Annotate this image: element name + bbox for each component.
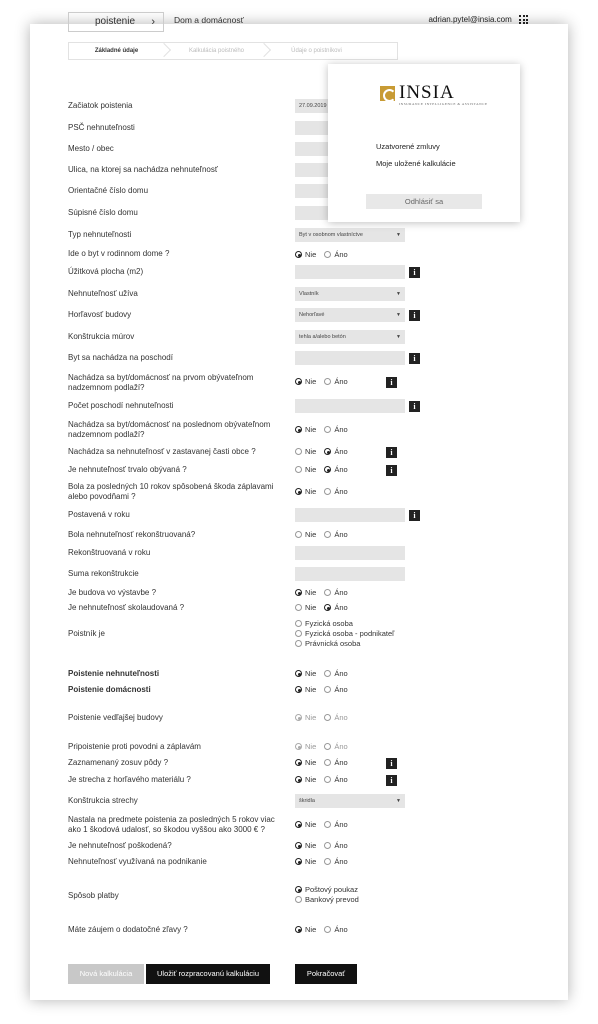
- roof-construction-select[interactable]: [295, 794, 405, 808]
- label: Úžitková plocha (m2): [68, 267, 144, 276]
- radio-ano[interactable]: Áno: [324, 425, 347, 434]
- label: Nachádza sa byt/domácnosť na prvom obývateľnom nadzemnom podlaží?: [68, 373, 254, 392]
- label: Poistenie domácnosti: [68, 685, 151, 694]
- label: Byt sa nachádza na poschodí: [68, 353, 173, 362]
- radio-ano[interactable]: Áno: [324, 925, 347, 934]
- radio-nie[interactable]: Nie: [295, 857, 316, 866]
- radio-group: [295, 820, 354, 830]
- floor-input[interactable]: [295, 351, 405, 365]
- info-icon[interactable]: i: [386, 377, 397, 388]
- label: Bola nehnuteľnosť rekonštruovaná?: [68, 530, 196, 539]
- radio-group: [295, 713, 354, 723]
- floors-count-input[interactable]: [295, 399, 405, 413]
- radio-nie[interactable]: Nie: [295, 713, 316, 722]
- radio-ano[interactable]: Áno: [324, 775, 347, 784]
- label: Bola za posledných 10 rokov spôsobená škoda záplavami alebo povodňami ?: [68, 482, 274, 501]
- radio-nie[interactable]: Nie: [295, 377, 316, 386]
- radio-ano[interactable]: Áno: [324, 250, 347, 259]
- dropdown-arrow-icon: ▼: [396, 798, 401, 804]
- radio-ano[interactable]: Áno: [324, 841, 347, 850]
- built-year-input[interactable]: [295, 508, 405, 522]
- flammability-select[interactable]: [295, 308, 405, 322]
- radio-group: [295, 425, 354, 435]
- label: Postavená v roku: [68, 510, 130, 519]
- select-value: tehla a/alebo betón: [299, 334, 346, 340]
- label: Nachádza sa byt/domácnosť na poslednom obývateľnom nadzemnom podlaží?: [68, 420, 271, 439]
- radio-ano[interactable]: Áno: [324, 588, 347, 597]
- radio-nie[interactable]: Nie: [295, 487, 316, 496]
- label: Typ nehnuteľnosti: [68, 230, 132, 239]
- radio-nie[interactable]: Nie: [295, 603, 316, 612]
- user-select[interactable]: [295, 287, 405, 301]
- radio-ano[interactable]: Áno: [324, 857, 347, 866]
- info-icon[interactable]: i: [409, 510, 420, 521]
- breadcrumb: Dom a domácnosť: [174, 15, 244, 25]
- label: Máte záujem o dodatočné zľavy ?: [68, 925, 188, 934]
- row-typ: [68, 230, 528, 244]
- label: Poistenie nehnuteľnosti: [68, 669, 160, 678]
- info-icon[interactable]: i: [409, 267, 420, 278]
- radio-postovy-poukaz[interactable]: Poštový poukaz: [295, 885, 359, 894]
- start-date-input[interactable]: 27.09.2019: [295, 99, 405, 113]
- radio-ano[interactable]: Áno: [324, 713, 347, 722]
- radio-ano[interactable]: Áno: [324, 447, 347, 456]
- dropdown-arrow-icon: ▼: [396, 334, 401, 340]
- chevron-right-icon: ›: [151, 16, 155, 28]
- radio-ano[interactable]: Áno: [324, 742, 347, 751]
- radio-fyzicka-osoba[interactable]: Fyzická osoba: [295, 619, 394, 628]
- radio-group: [295, 377, 354, 387]
- radio-nie[interactable]: Nie: [295, 820, 316, 829]
- label: Zaznamenaný zosuv pôdy ?: [68, 758, 169, 767]
- label: Pripoistenie proti povodni a záplavám: [68, 742, 201, 751]
- radio-group: [295, 775, 354, 785]
- label: Nehnuteľnosť využívaná na podnikanie: [68, 857, 207, 866]
- radio-ano[interactable]: Áno: [324, 603, 347, 612]
- radio-bankovy-prevod[interactable]: Bankový prevod: [295, 895, 359, 904]
- select-value: Vlastník: [299, 291, 319, 297]
- radio-nie[interactable]: Nie: [295, 742, 316, 751]
- label: Ide o byt v rodinnom dome ?: [68, 249, 170, 258]
- dropdown-arrow-icon: ▼: [396, 291, 401, 297]
- radio-group: [295, 487, 354, 497]
- radio-group: [295, 685, 354, 695]
- logo-subtitle: INSURANCE INTELLIGENCE & ASSISTANCE: [399, 102, 488, 106]
- policyholder-radio-group: [295, 619, 400, 649]
- radio-group: [295, 588, 354, 598]
- info-icon[interactable]: i: [386, 465, 397, 476]
- radio-nie[interactable]: Nie: [295, 669, 316, 678]
- radio-group: [295, 925, 354, 935]
- radio-nie[interactable]: Nie: [295, 447, 316, 456]
- label: Nastala na predmete poistenia za posledných 5 rokov viac ako 1 škodová udalosť, so škodou vyššou ako 3000 € ?: [68, 815, 275, 834]
- radio-group: [295, 250, 354, 260]
- product-label: poistenie: [95, 16, 136, 27]
- radio-group: [295, 603, 354, 613]
- label: Je strecha z horľavého materiálu ?: [68, 775, 191, 784]
- radio-group: [295, 758, 354, 768]
- radio-nie[interactable]: Nie: [295, 841, 316, 850]
- reconstruction-sum-input[interactable]: [295, 567, 405, 581]
- label: Rekonštruovaná v roku: [68, 548, 151, 557]
- radio-nie[interactable]: Nie: [295, 775, 316, 784]
- label: Nehnuteľnosť užíva: [68, 289, 138, 298]
- radio-group: [295, 857, 354, 867]
- step-basic[interactable]: Základné údaje: [94, 48, 139, 54]
- label: Začiatok poistenia: [68, 101, 133, 110]
- radio-nie[interactable]: Nie: [295, 758, 316, 767]
- label: Konštrukcia strechy: [68, 796, 138, 805]
- insia-logo-mark-icon: [380, 86, 395, 101]
- radio-nie[interactable]: Nie: [295, 530, 316, 539]
- select-value: škridla: [299, 798, 315, 804]
- label: PSČ nehnuteľnosti: [68, 123, 135, 132]
- radio-group: [295, 669, 354, 679]
- info-icon[interactable]: i: [409, 353, 420, 364]
- label: Ulica, na ktorej sa nachádza nehnuteľnosť: [68, 165, 218, 174]
- insia-logo: [380, 82, 488, 112]
- new-calculation-button[interactable]: Nová kalkulácia: [68, 964, 144, 984]
- label: Mesto / obec: [68, 144, 114, 153]
- select-value: Byt v osobnom vlastníctve: [299, 232, 363, 238]
- save-draft-button[interactable]: Uložiť rozpracovanú kalkuláciu: [146, 964, 270, 984]
- step-calculation[interactable]: Kalkulácia poistného: [188, 48, 245, 54]
- radio-group: [295, 742, 354, 752]
- menu-item-contracts[interactable]: Uzatvorené zmluvy: [376, 142, 440, 151]
- radio-nie[interactable]: Nie: [295, 685, 316, 694]
- area-input[interactable]: [295, 265, 405, 279]
- row-uziva: [68, 289, 528, 303]
- radio-nie[interactable]: Nie: [295, 425, 316, 434]
- radio-ano[interactable]: Áno: [324, 377, 347, 386]
- select-value: Nehorľavé: [299, 312, 325, 318]
- reconstruction-year-input[interactable]: [295, 546, 405, 560]
- row-horlavost: [68, 310, 528, 324]
- radio-ano[interactable]: Áno: [324, 758, 347, 767]
- label: Orientačné číslo domu: [68, 186, 149, 195]
- menu-item-saved-calculations[interactable]: Moje uložené kalkulácie: [376, 159, 456, 168]
- user-dropdown-menu: [328, 64, 520, 222]
- label: Je budova vo výstavbe ?: [68, 588, 157, 597]
- dropdown-arrow-icon: ▼: [396, 312, 401, 318]
- label: Súpisné číslo domu: [68, 208, 138, 217]
- radio-nie[interactable]: Nie: [295, 465, 316, 474]
- label: Suma rekonštrukcie: [68, 569, 139, 578]
- row-murov: [68, 332, 528, 346]
- radio-group: [295, 447, 354, 457]
- logo-text: INSIA: [399, 82, 455, 103]
- radio-ano[interactable]: Áno: [324, 669, 347, 678]
- radio-nie[interactable]: Nie: [295, 925, 316, 934]
- label: Je nehnuteľnosť poškodená?: [68, 841, 172, 850]
- property-type-select[interactable]: [295, 228, 405, 242]
- label: Nachádza sa nehnuteľnosť v zastavanej časti obce ?: [68, 447, 256, 456]
- label: Poistenie vedľajšej budovy: [68, 713, 163, 722]
- info-icon[interactable]: i: [386, 775, 397, 786]
- wall-construction-select[interactable]: [295, 330, 405, 344]
- continue-button[interactable]: Pokračovať: [295, 964, 357, 984]
- row-k-strechy: [68, 796, 528, 810]
- step-policyholder[interactable]: Údaje o poistníkovi: [291, 48, 342, 54]
- user-email: adrian.pytel@insia.com: [428, 15, 512, 24]
- info-icon[interactable]: i: [386, 758, 397, 769]
- payment-radio-group: [295, 885, 365, 905]
- info-icon[interactable]: i: [386, 447, 397, 458]
- radio-ano[interactable]: Áno: [324, 530, 347, 539]
- radio-pravnicka-osoba[interactable]: Právnická osoba: [295, 639, 394, 648]
- info-icon[interactable]: i: [409, 401, 420, 412]
- radio-ano[interactable]: Áno: [324, 465, 347, 474]
- radio-nie[interactable]: Nie: [295, 250, 316, 259]
- radio-ano[interactable]: Áno: [324, 685, 347, 694]
- label: Je nehnuteľnosť skolaudovaná ?: [68, 603, 185, 612]
- label: Konštrukcia múrov: [68, 332, 135, 341]
- info-icon[interactable]: i: [409, 310, 420, 321]
- label: Spôsob platby: [68, 891, 119, 900]
- radio-group: [295, 465, 354, 475]
- radio-ano[interactable]: Áno: [324, 820, 347, 829]
- radio-nie[interactable]: Nie: [295, 588, 316, 597]
- logout-button[interactable]: Odhlásiť sa: [366, 194, 482, 209]
- label: Počet poschodí nehnuteľnosti: [68, 401, 174, 410]
- radio-podnikatel[interactable]: Fyzická osoba - podnikateľ: [295, 629, 394, 638]
- radio-group: [295, 530, 354, 540]
- label: Je nehnuteľnosť trvalo obývaná ?: [68, 465, 187, 474]
- dropdown-arrow-icon: ▼: [396, 232, 401, 238]
- label: Poistník je: [68, 629, 105, 638]
- label: Horľavosť budovy: [68, 310, 132, 319]
- radio-ano[interactable]: Áno: [324, 487, 347, 496]
- radio-group: [295, 841, 354, 851]
